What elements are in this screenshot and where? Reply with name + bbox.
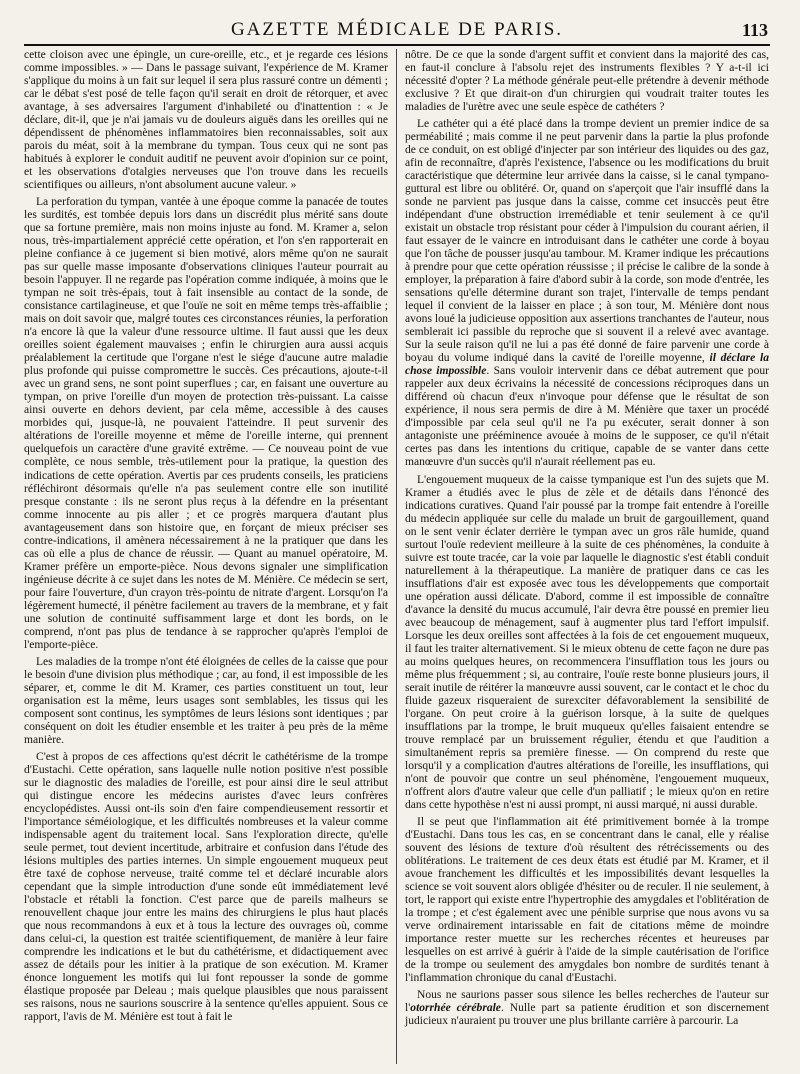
paragraph: Nous ne saurions passer sous silence les belles recherches de l'auteur sur l'otorrhée cérébrale. Nulle part sa patiente érudition et son discernement judicieux n'auraient pu trouver une plus brillante carrière à parcourir. La bbox=[405, 989, 769, 1028]
paragraph: Le cathéter qui a été placé dans la trompe devient un premier indice de sa perméabilité ; mais comme il ne peut parvenir dans la partie la plus profonde de ce conduit, on est obligé d'injecter par son intérieur des liquides ou des gaz, afin de reconnaître, d'après l'existence, l'absence ou les modifications du bruit caractéristique que détermine leur arrivée dans la caisse, si le canal tympano-guttural est libre ou oblitéré. Or, quand on s'aperçoit que l'air insufflé dans la sonde ne parvient pas jusque dans la caisse, comme cet insuccès peut être indépendant d'une obstruction irremédiable et tenir seulement à ce qu'il existait un obstacle trop résistant pour céder à l'impulsion du courant aérien, il faut essayer de le vaincre en introduisant dans le cathéter une corde à boyau que l'on tâche de pousser jusqu'au tambour. M. Kramer indique les précautions à prendre pour que cette opération réussisse ; il précise le calibre de la sonde à employer, la préparation à faire d'abord subir à la corde, son mode d'entrée, les sensations qu'elle détermine durant son trajet, l'intervalle de temps pendant lequel il convient de la laisser en place ; à son tour, M. Ménière dont nous avons loué la judicieuse opposition aux assertions tranchantes de l'auteur, nous semblerait ici passible du reproche que si souvent il a relevé avec avantage. Sur la seule raison qu'il ne lui a pas été donné de faire parvenir une corde à boyau du volume indiqué dans la cavité de l'oreille moyenne, il déclare la chose impossible. Sans vouloir intervenir dans ce débat autrement que pour rappeler aux deux écrivains la nécessité de concessions réciproques dans un différend où chacun d'eux n'invoque pour défense que le résultat de son expérience, il nous sera permis de dire à M. Ménière que taxer un procédé d'impossible par cela seul qu'il ne l'a pu exécuter, serait donner à son antagoniste une prééminence avouée à moins de le supposer, ce qu'il n'était certes pas dans les intentions du critique, capable de se vanter dans cette manœuvre d'un succès qu'il n'aurait réellement pas eu. bbox=[405, 118, 769, 469]
page-header bbox=[24, 18, 770, 42]
right-column bbox=[397, 49, 769, 1064]
paragraph: Il se peut que l'inflammation ait été primitivement bornée à la trompe d'Eustachi. Dans tous les cas, en se concentrant dans le canal, elle y réalise souvent des lésions de texture d'où résultent des rétrécissements ou des oblitérations. Le traitement de ces deux états est étudié par M. Kramer, et il avoue franchement les difficultés et les impossibilités devant lesquelles la science se voit souvent alors obligée d'hésiter ou de reculer. Il nie seulement, à tort, le rapport qui existe entre l'hypertrophie des amygdales et l'oblitération de la trompe ; et c'est également avec une pénible surprise que nous avons vu sa verve ordinairement intarissable en fait de citations même de moindre importance rester muette sur les recherches récentes et heureuses par lesquelles on est arrivé à guérir à l'aide de la simple cautérisation de l'orifice de la trompe ou seulement des amygdales bon nombre de surdités tenant à l'inflammation chronique du canal d'Eustachi. bbox=[405, 815, 769, 985]
paragraph: La perforation du tympan, vantée à une époque comme la panacée de toutes les surdités, est tombée depuis lors dans un discrédit plus mérité sans doute que sa fortune première, mais non moins injuste au fond. M. Kramer a, selon nous, très-impartialement apprécié cette opération, et l'on s'en rapporterait en pleine confiance à ce jugement si bien motivé, alors même qu'on ne saurait pas sur quelle masse imposante d'observations cliniques l'auteur pourrait au besoin l'appuyer. Il ne regarde pas l'opération comme indiquée, à moins que le tympan ne soit très-épais, tout à fait insensible au contact de la sonde, de consistance cartilagineuse, et que l'ouïe ne soit en même temps très-affaiblie ; mais on doit savoir que, malgré toutes ces circonstances réunies, la perforation n'a encore là que la valeur d'une ressource ultime. Il faut aussi que les deux oreilles soient également mauvaises ; enfin le chirurgien aura aussi acquis préalablement la certitude que l'organe n'est le siége d'aucune autre maladie plus profonde qui puisse compromettre le succès. Ces précautions, ajoute-t-il avec un grand sens, ne sont point superflues ; car, en faisant une ouverture au tympan, on prive l'oreille d'un moyen de protection très-puissant. La caisse ainsi ouverte en dehors devient, par cela même, accessible à des causes morbides qui, jusque-là, ne pouvaient l'atteindre. Il peut survenir des altérations de l'oreille moyenne et même de l'oreille interne, qui prennent quelquefois un caractère d'une gravité extrême. — Ce nouveau point de vue complète, ce nous semble, très-utilement pour la pratique, la question des indications de cette opération. Avertis par ces prudents conseils, les praticiens réfléchiront désormais qu'elle n'a pas seulement contre elle son inutilité presque constante : ils ne seront plus reçus à la défendre en la présentant comme innocente au pis aller ; et ce progrès marquera d'autant plus avantageusement dans son histoire que, en forçant de mieux préciser ses contre-indications, il amènera nécessairement à ne la pratiquer que dans les cas où elle a plus de chance de réussir. — Quant au manuel opératoire, M. Kramer préfère un emporte-pièce. Nous devons signaler une simplification ingénieuse décrite à ce sujet dans les notes de M. Ménière. Ce médecin se sert, pour faire l'ouverture, d'un crayon très-pointu de nitrate d'argent. Lorsqu'on l'a légèrement humecté, il pénètre facilement au travers de la membrane, et y fait une solution de continuité suffisamment large et dont les bords, on le comprend, n'ont pas plus de tendance à se rapprocher qu'après l'emploi de l'emporte-pièce. bbox=[24, 196, 388, 651]
header-rule bbox=[24, 44, 770, 46]
running-title: GAZETTE MÉDICALE DE PARIS. bbox=[230, 19, 564, 40]
text-columns bbox=[24, 49, 770, 1064]
paragraph: nôtre. De ce que la sonde d'argent suffit et convient dans la majorité des cas, en faut-il conclure à l'absolu rejet des instruments flexibles ? Y a-t-il ici nécessité d'opter ? La méthode générale peut-elle prétendre à devenir méthode exclusive ? Et que dirait-on d'un chirurgien qui voudrait traiter toutes les maladies de l'urètre avec une seule espèce de cathéters ? bbox=[405, 49, 769, 114]
paragraph: Les maladies de la trompe n'ont été éloignées de celles de la caisse que pour le besoin d'une division plus méthodique ; car, au fond, il est impossible de les séparer, et, comme le dit M. Kramer, ces parties constituent un tout, leur organisation est la même, leurs usages sont semblables, les tissus qui les composent sont continus, les symptômes de leurs lésions sont identiques ; par conséquent on doit les étudier ensemble et les traiter à peu près de la même manière. bbox=[24, 655, 388, 746]
paragraph: cette cloison avec une épingle, un cure-oreille, etc., et je regarde ces lésions comme impossibles. » — Dans le passage suivant, l'expérience de M. Kramer s'applique du moins à un fait sur lequel il sera plus rassuré contre un démenti ; car le débat s'est posé de telle façon qu'il serait en droit de rétorquer, et avec avantage, à ses adversaires l'argument d'inhabileté ou d'inattention : « Je déclare, dit-il, que je n'ai jamais vu de douleurs aiguës dans les oreilles qui ne dépendissent de phénomènes inflammatoires bien reconnaissables, soit aux parois du méat, soit à la membrane du tympan. Tous ceux qui ne sont pas habitués à explorer le conduit auditif ne peuvent avoir d'opinion sur ce point, et les observations d'otalgies nerveuses que l'on trouve dans les recueils scientifiques ou ailleurs, n'ont absolument aucune valeur. » bbox=[24, 49, 388, 192]
page-number: 113 bbox=[741, 20, 768, 40]
paragraph: C'est à propos de ces affections qu'est décrit le cathétérisme de la trompe d'Eustachi. Cette opération, sans laquelle nulle notion positive n'est possible sur le diagnostic des maladies de l'oreille, est pour ainsi dire le seul attribut qui distingue encore les médecins auristes d'avec leurs confrères encyclopédistes. Aussi ont-ils soin d'en faire compendieusement ressortir et l'importance séméiologique, et les difficultés nombreuses et la valeur comme indispensable agent du traitement local. Sans l'exploration directe, qu'elle seule permet, tout devient incertitude, arbitraire et confusion dans l'étude des lésions multiples des parties internes. Un simple engouement muqueux peut être taxé de cophose nerveuse, traité comme tel et déclaré incurable alors cependant que la simple introduction d'une sonde eût immédiatement levé l'obstacle et rétabli la fonction. C'est parce que de pareils malheurs se renouvellent chaque jour entre les mains des chirurgiens le plus haut placés que nous recommandons à eux et à tous la lecture des ouvrages où, comme dans celui-ci, la question est traitée scientifiquement, de manière à leur faire comprendre les indications et le but du cathétérisme, et didactiquement avec assez de détails pour les initier à la pratique de son exécution. M. Kramer énonce longuement les motifs qui lui font repousser la sonde de gomme élastique proposée par Deleau ; mais quelque plausibles que nous paraissent ses raisons, nous ne saurions souscrire à la sentence qu'elles appuient. Sous ce rapport, l'avis de M. Ménière est tout à fait le bbox=[24, 750, 388, 1024]
left-column bbox=[24, 49, 396, 1064]
paragraph: L'engouement muqueux de la caisse tympanique est l'un des sujets que M. Kramer a étudiés avec le plus de zèle et de détails dans l'énoncé des indications curatives. Quand l'air poussé par la trompe fait entendre à l'oreille du médecin appliquée sur celle du malade un bruit de gargouillement, quand on le sent venir éclater derrière le tympan avec un gros râle humide, quand surtout l'ouïe redevient meilleure à la suite de ces phénomènes, la conduite à suivre est toute tracée, car la voie par laquelle le diagnostic s'est établi conduit naturellement à la thérapeutique. La manière de pratiquer dans ce cas les insufflations d'air est exposée avec tous les développements que comportait une opération aussi délicate. D'abord, comme il est impossible de connaître d'avance la densité du mucus accumulé, l'air devra être poussé en premier lieu avec beaucoup de ménagement, sauf à augmenter plus tard l'effort impulsif. Lorsque les deux oreilles sont affectées à la fois de cet engouement muqueux, il faut les traiter alternativement. Si le mieux obtenu de cette façon ne dure pas au moins quelques heures, on recommencera l'insufflation tous les jours ou même plus fréquemment ; si, au contraire, l'ouïe reste bonne plusieurs jours, il serait inutile de réitérer la manœuvre aussi souvent, car le contact et le choc du fluide gazeux risqueraient de surexciter défavorablement la sensibilité de l'organe. On peut croire à la guérison lorsque, à la suite de quelques insufflations par la trompe, le bruit muqueux qu'elles faisaient entendre se trouve remplacé par un bruissement régulier, étendu et que l'audition a simultanément repris sa première finesse. — On comprend du reste que lorsqu'il y a complication d'autres altérations de l'oreille, les insufflations, qui n'ont de pouvoir que contre un seul phénomène, l'engouement muqueux, n'offrent alors d'autre valeur que celle d'un palliatif ; le mieux qu'on en retire dans cette hypothèse n'est ni aussi prompt, ni aussi marqué, ni aussi durable. bbox=[405, 473, 769, 811]
